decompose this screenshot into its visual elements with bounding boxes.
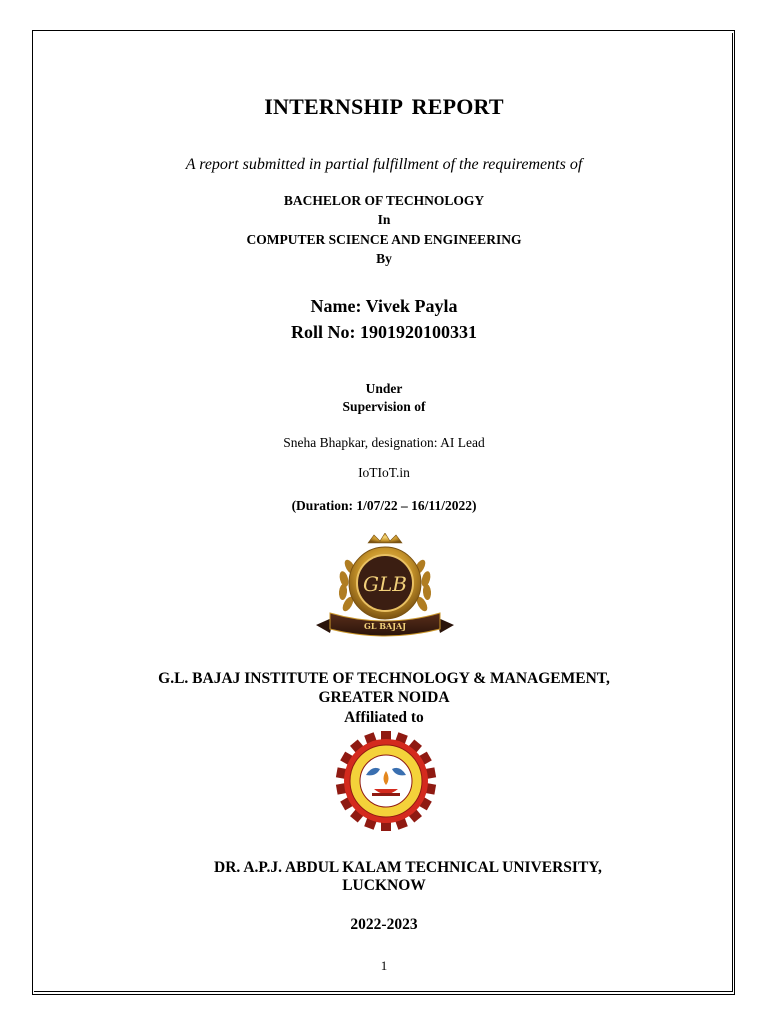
- gl-bajaj-logo: [310, 533, 460, 638]
- student-name: Name: Vivek Payla: [310, 296, 458, 316]
- internship-duration: (Duration: 1/07/22 – 16/11/2022): [291, 498, 477, 513]
- supervisor-name: Sneha Bhapkar, designation: AI Lead: [283, 435, 485, 450]
- institute-name-line-2: GREATER NOIDA: [318, 689, 450, 706]
- degree-line-2: In: [377, 212, 391, 227]
- report-subtitle: A report submitted in partial fulfillment of the requirements of: [185, 156, 583, 173]
- organization-name: IoTIoT.in: [358, 465, 410, 480]
- university-name-line-1: DR. A.P.J. ABDUL KALAM TECHNICAL UNIVERSITY,: [214, 859, 602, 876]
- supervision-label: Supervision of: [342, 399, 426, 414]
- student-roll: Roll No: 1901920100331: [291, 322, 477, 342]
- university-seal-icon: [324, 731, 448, 831]
- institute-name-line-1: G.L. BAJAJ INSTITUTE OF TECHNOLOGY & MANAGEMENT,: [158, 670, 610, 687]
- report-title: INTERNSHIP REPORT: [264, 94, 504, 119]
- affiliated-label: Affiliated to: [344, 709, 424, 726]
- university-name-line-2: LUCKNOW: [342, 877, 426, 894]
- degree-line-3: COMPUTER SCIENCE AND ENGINEERING: [246, 232, 522, 247]
- degree-line-1: BACHELOR OF TECHNOLOGY: [283, 193, 485, 208]
- logo-ribbon-text: GL BAJAJ: [364, 621, 406, 631]
- under-label: Under: [365, 381, 403, 396]
- logo-monogram: GLB: [363, 572, 407, 596]
- page-number: 1: [380, 958, 388, 973]
- academic-year: 2022-2023: [350, 916, 418, 933]
- degree-line-4: By: [376, 251, 392, 266]
